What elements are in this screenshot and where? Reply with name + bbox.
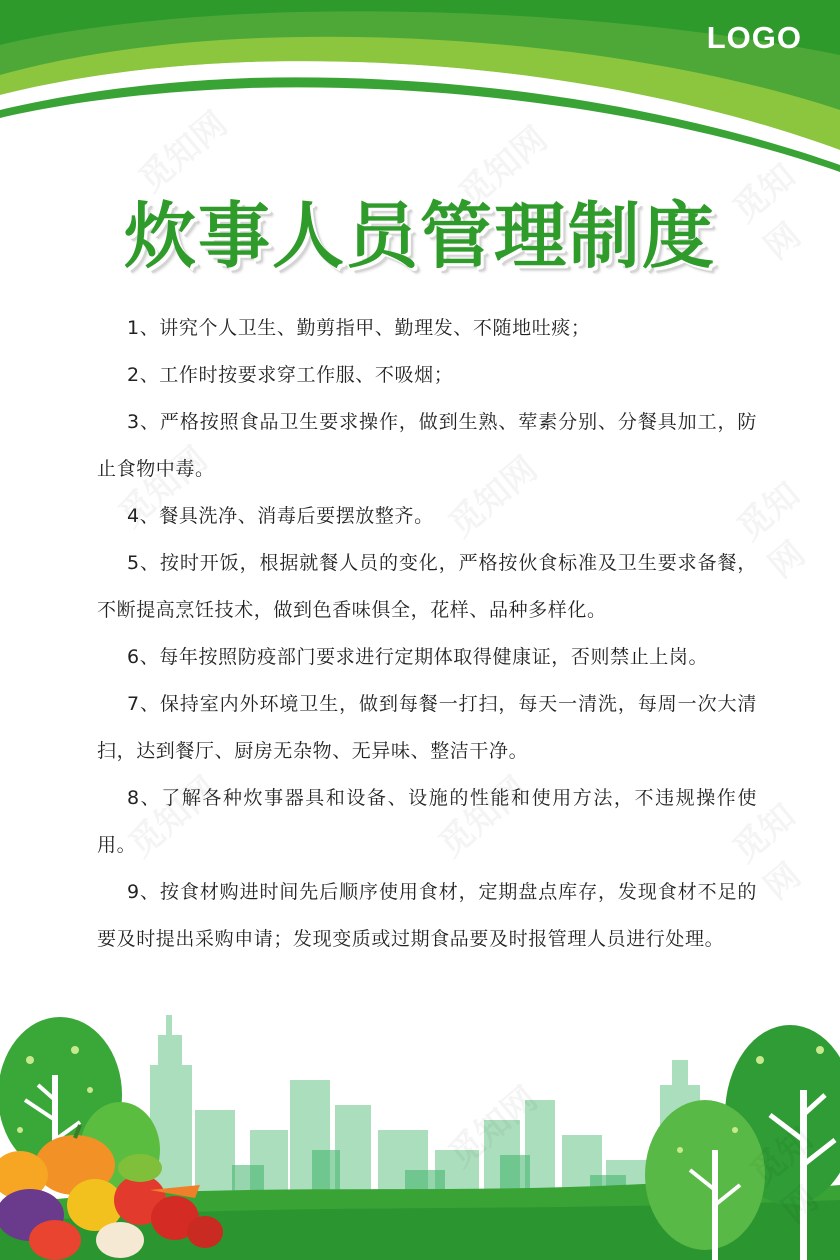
rule-item-5: 5、按时开饭，根据就餐人员的变化，严格按伙食标准及卫生要求备餐，不断提高烹饪技术，做到色香味俱全，花样、品种多样化。 bbox=[97, 552, 757, 621]
rule-item-8: 8、了解各种炊事器具和设备、设施的性能和使用方法，不违规操作使用。 bbox=[97, 787, 757, 856]
rule-item-6: 6、每年按照防疫部门要求进行定期体取得健康证，否则禁止上岗。 bbox=[127, 646, 709, 668]
rules-list bbox=[97, 305, 757, 963]
rule-item-7: 7、保持室内外环境卫生，做到每餐一打扫，每天一清洗，每周一次大清扫，达到餐厅、厨房无杂物、无异味、整洁干净。 bbox=[97, 693, 757, 762]
rule-item-1: 1、讲究个人卫生、勤剪指甲、勤理发、不随地吐痰； bbox=[127, 317, 591, 339]
rule-item-4: 4、餐具洗净、消毒后要摆放整齐。 bbox=[127, 505, 434, 527]
logo: LOGO bbox=[706, 20, 802, 55]
rule-item-9: 9、按食材购进时间先后顺序使用食材，定期盘点库存，发现食材不足的要及时提出采购申请；发现变质或过期食品要及时报管理人员进行处理。 bbox=[97, 881, 757, 950]
rule-item-2: 2、工作时按要求穿工作服、不吸烟； bbox=[127, 364, 454, 386]
page-title: 炊事人员管理制度 bbox=[123, 194, 716, 278]
rule-item-3: 3、严格按照食品卫生要求操作，做到生熟、荤素分别、分餐具加工，防止食物中毒。 bbox=[97, 411, 757, 480]
